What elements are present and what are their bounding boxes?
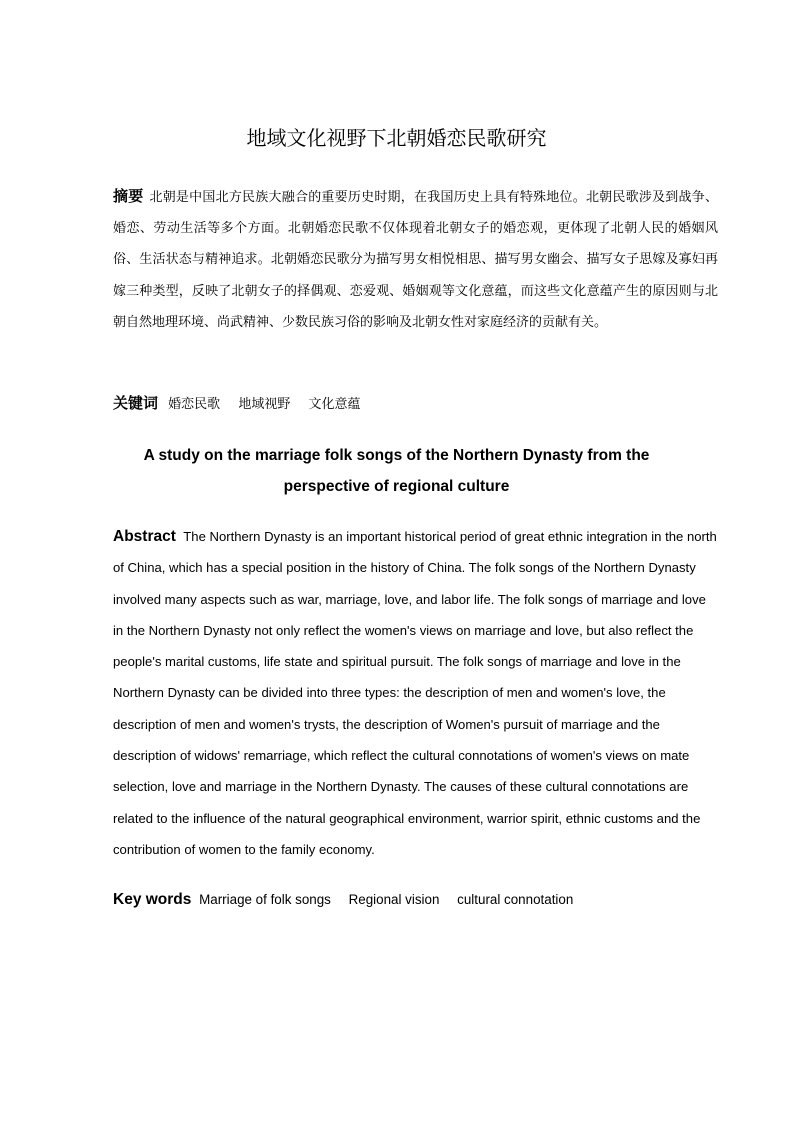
english-keywords [113,888,718,912]
chinese-abstract-label: 摘要 [113,187,144,205]
english-abstract [113,521,718,865]
chinese-abstract [113,181,718,338]
english-abstract-label: Abstract [113,528,176,545]
chinese-keywords [113,391,718,417]
english-title-line: perspective of regional culture [283,478,510,495]
english-title [113,440,680,502]
chinese-keyword: 地域视野 [238,397,291,412]
english-title-line: A study on the marriage folk songs of the Northern Dynasty from the [143,447,650,464]
chinese-keyword: 文化意蕴 [308,397,361,412]
english-keywords-label: Key words [113,891,192,908]
chinese-keywords-label: 关键词 [113,394,159,412]
chinese-title: 地域文化视野下北朝婚恋民歌研究 [246,126,547,150]
english-keyword: Regional vision [348,892,440,907]
chinese-keyword: 婚恋民歌 [168,397,221,412]
english-keyword: cultural connotation [457,892,574,907]
chinese-abstract-text: 北朝是中国北方民族大融合的重要历史时期，在我国历史上具有特殊地位。北朝民歌涉及到战争、婚恋、劳动生活等多个方面。北朝婚恋民歌不仅体现着北朝女子的婚恋观，更体现了北朝人民的婚姻风俗、生活状态与精神追求。北朝婚恋民歌分为描写男女相悦相思、描写男女幽会、描写女子思嫁及寡妇再嫁三种类型，反映了北朝女子的择偶观、恋爱观、婚姻观等文化意蕴，而这些文化意蕴产生的原因则与北朝自然地理环境、尚武精神、少数民族习俗的影响及北朝女性对家庭经济的贡献有关。 [113,190,718,330]
english-abstract-text: The Northern Dynasty is an important historical period of great ethnic integration in the north of China, which has a special position in the history of China. The folk songs of the Northern Dynasty involved many aspects such as war, marriage, love, and labor life. The folk songs of marriage and love in the Northern Dynasty not only reflect the women's views on marriage and love, but also reflect the people's marital customs, life state and spiritual pursuit. The folk songs of marriage and love in the Northern Dynasty can be divided into three types: the description of men and women's love, the description of men and women's trysts, the description of Women's pursuit of marriage and the description of widows' remarriage, which reflect the cultural connotations of women's views on mate selection, love and marriage in the Northern Dynasty. The causes of these cultural connotations are related to the influence of the natural geographical environment, warrior spirit, ethnic customs and the contribution of women to the family economy. [113,529,717,857]
english-keyword: Marriage of folk songs [199,892,331,907]
